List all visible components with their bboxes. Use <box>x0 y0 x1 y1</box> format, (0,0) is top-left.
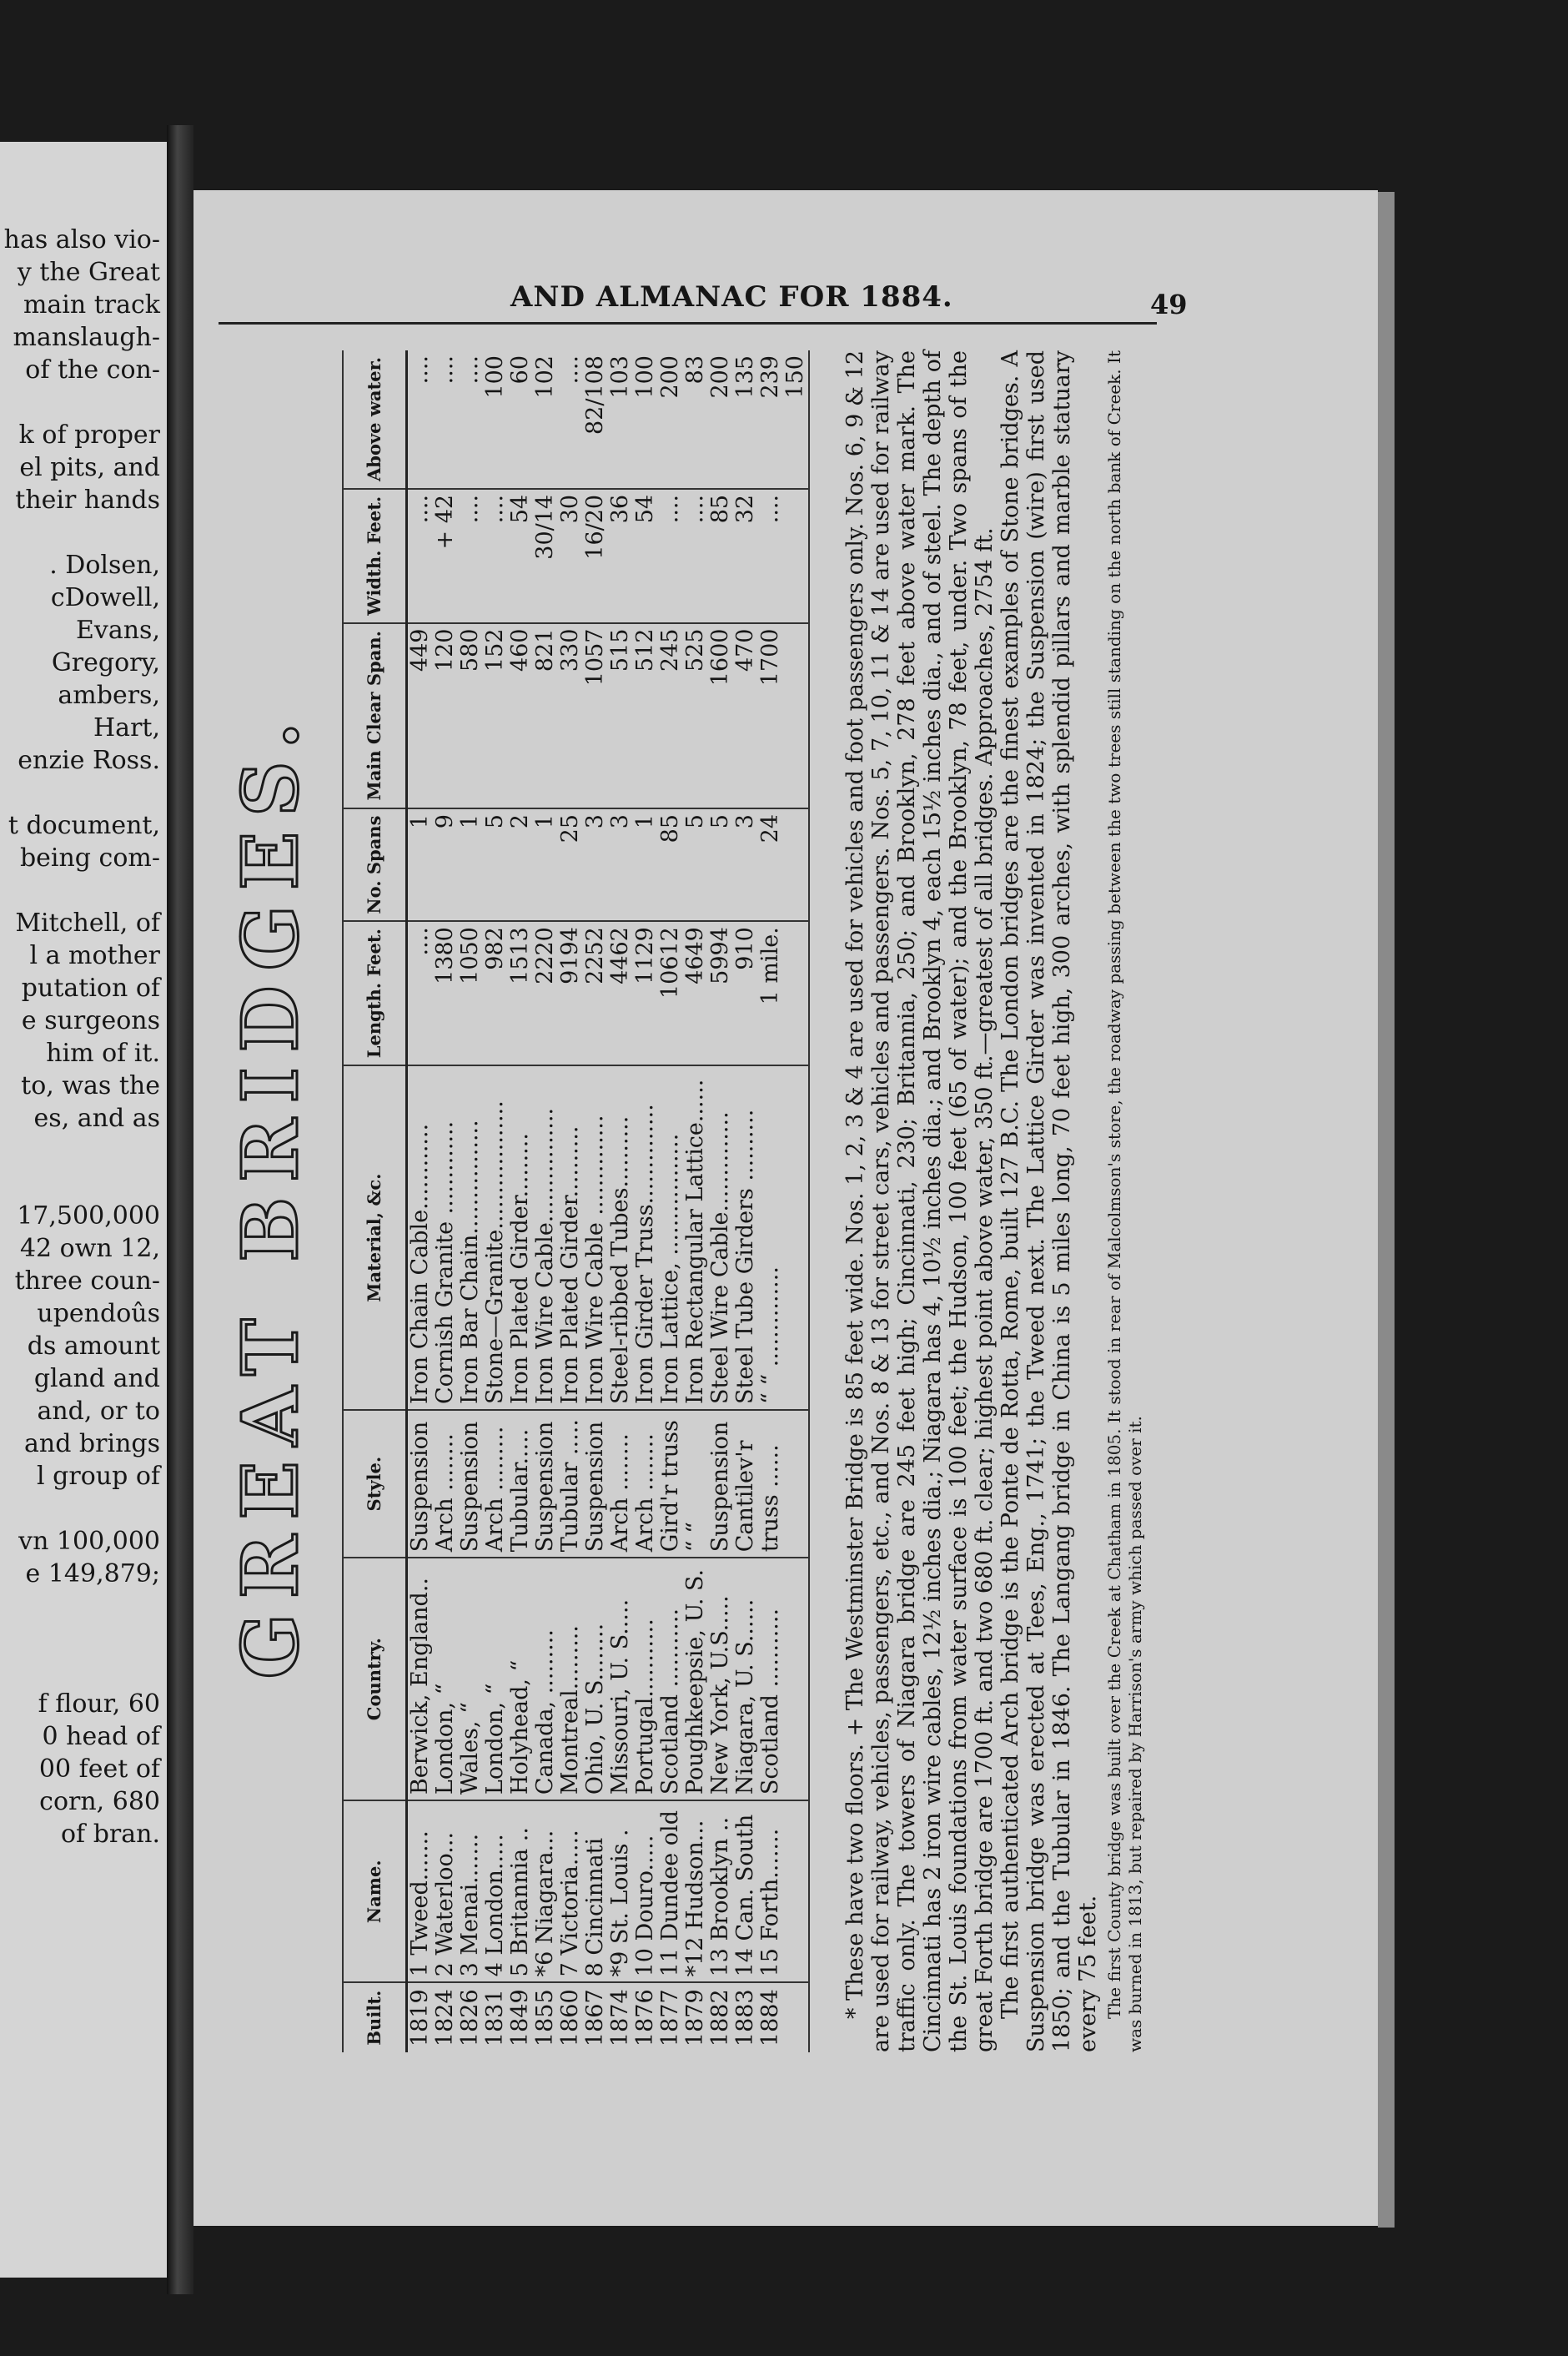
table-cell: 1876 <box>633 1982 658 2052</box>
left-page-line: Hart, <box>93 713 160 743</box>
table-cell: 1380 <box>433 921 458 1065</box>
table-cell: London, “ <box>433 1558 458 1800</box>
table-cell: 85 <box>658 808 683 921</box>
table-cell: Steel Wire Cable.............. <box>708 1065 733 1410</box>
table-cell: 1513 <box>508 921 533 1065</box>
column-header: Built. <box>343 1982 407 2052</box>
table-cell: 120 <box>433 623 458 809</box>
table-cell: Iron Chain Cable............ <box>407 1065 434 1410</box>
table-cell: 15 Forth....... <box>758 1800 783 1982</box>
left-page-line: f flour, 60 <box>38 1689 160 1719</box>
left-page-fragment <box>0 142 167 2278</box>
table-row <box>633 350 658 2052</box>
table-cell: Canada, ......... <box>533 1558 558 1800</box>
left-page-line: Mitchell, of <box>15 909 160 938</box>
table-cell: Portugal........... <box>633 1558 658 1800</box>
table-cell: 2252 <box>583 921 608 1065</box>
table-row <box>458 350 483 2052</box>
table-row <box>758 350 783 2052</box>
table-cell: 102 <box>532 355 558 399</box>
table-cell: Steel Tube Girders .......... <box>733 1065 758 1410</box>
table-cell: Holyhead, “ <box>508 1558 533 1800</box>
table-cell: 7 Victoria..... <box>558 1800 583 1982</box>
table-cell: 3 Menai....... <box>458 1800 483 1982</box>
table-cell: Poughkeepsie, U. S. <box>683 1558 708 1800</box>
table-cell: 1819 <box>407 1982 434 2052</box>
table-cell: .... <box>432 355 458 385</box>
left-page-line: Evans, <box>76 616 160 645</box>
rotated-article <box>209 317 1301 2069</box>
table-cell <box>783 1800 809 1982</box>
table-cell: 16/20 <box>583 489 608 623</box>
column-header: Length. Feet. <box>343 921 407 1065</box>
table-cell: 1700 <box>758 623 783 809</box>
left-page-line: their hands <box>15 486 160 515</box>
table-cell: 1849 <box>508 1982 533 2052</box>
table-cell: .... <box>658 489 683 623</box>
table-cell: .... <box>483 489 508 623</box>
left-page-line: k of proper <box>18 420 160 450</box>
left-page-line: . Dolsen, <box>49 551 160 580</box>
table-cell: 152 <box>483 623 508 809</box>
column-header: No. Spans <box>343 808 407 921</box>
table-cell: Arch ......... <box>483 1410 508 1558</box>
table-cell: 30/14 <box>533 489 558 623</box>
left-page-line: l group of <box>37 1462 160 1491</box>
table-cell: 1855 <box>533 1982 558 2052</box>
table-cell: .... <box>407 489 434 623</box>
table-cell: Suspension <box>533 1410 558 1558</box>
table-cell: 1600 <box>708 623 733 809</box>
table-cell: 3 <box>583 808 608 921</box>
table-cell: 910 <box>733 921 758 1065</box>
column-header: Country. <box>343 1558 407 1800</box>
table-cell: 150 <box>783 350 809 489</box>
table-cell: 9194 <box>558 921 583 1065</box>
left-page-line: e surgeons <box>21 1006 160 1035</box>
left-page-line: manslaugh- <box>13 323 160 352</box>
table-cell: 8 Cincinnati <box>583 1800 608 1982</box>
table-cell: 200 <box>657 355 683 399</box>
table-cell: .... <box>758 489 783 623</box>
table-row <box>658 350 683 2052</box>
table-cell: 54 <box>633 489 658 623</box>
page-number: 49 <box>1150 289 1188 320</box>
table-cell: 103 <box>607 355 633 399</box>
left-page-line: putation of <box>21 974 160 1003</box>
left-page-line: enzie Ross. <box>18 746 160 775</box>
table-cell: 821 <box>533 623 558 809</box>
table-cell: 10 Douro..... <box>633 1800 658 1982</box>
table-cell: *12 Hudson... <box>683 1800 708 1982</box>
note-paragraph: The first authenticated Arch bridge is the Ponte de Rotta, Rome, built 127 B.C. The London bridges are the finest examples of Stone bridges. A Suspension bridge was erected at Tees, Eng., 1741; the Tweed next. The Lattice Girder was invented in 1824; the Suspension (wire) first used 1850; and the Tubular in 1846. The Langang bridge in China is 5 miles long, 70 feet high, 300 arches, with splendid pillars and marble statuary every 75 feet. <box>998 350 1101 2052</box>
left-page-line: 0 head of <box>42 1722 160 1751</box>
table-cell: 14 Can. South <box>733 1800 758 1982</box>
table-cell: Steel-ribbed Tubes.......... <box>608 1065 633 1410</box>
table-row <box>508 350 533 2052</box>
table-cell: 24 <box>758 808 783 921</box>
table-cell: 36 <box>608 489 633 623</box>
table-header-row <box>343 350 407 2052</box>
table-cell: Wales, “ <box>458 1558 483 1800</box>
table-cell: 25 <box>558 808 583 921</box>
table-row <box>533 350 558 2052</box>
table-cell: 3 <box>733 808 758 921</box>
table-cell: 1 <box>407 808 434 921</box>
column-header: Name. <box>343 1800 407 1982</box>
table-cell: 54 <box>508 489 533 623</box>
table-cell: Suspension <box>458 1410 483 1558</box>
table-row <box>407 350 434 2052</box>
table-cell: Scotland ........... <box>758 1558 783 1800</box>
left-page-line: has also vio- <box>3 225 160 254</box>
table-cell: Iron Rectangular Lattice...... <box>683 1065 708 1410</box>
table-row <box>783 350 809 2052</box>
left-page-line: being com- <box>19 843 160 873</box>
table-cell: Iron Wire Cable .............. <box>583 1065 608 1410</box>
table-cell: Iron Lattice, ................. <box>658 1065 683 1410</box>
table-cell: truss ...... <box>758 1410 783 1558</box>
table-cell: 1824 <box>433 1982 458 2052</box>
table-cell: 2 <box>508 808 533 921</box>
table-cell <box>783 1410 809 1558</box>
table-cell: Tubular ..... <box>558 1410 583 1558</box>
table-cell: Scotland ........... <box>658 1558 683 1800</box>
table-cell: 330 <box>558 623 583 809</box>
table-cell: 982 <box>483 921 508 1065</box>
left-page-line: t document, <box>8 811 160 840</box>
table-cell: 1882 <box>708 1982 733 2052</box>
table-cell: 449 <box>407 623 434 809</box>
table-cell: 525 <box>683 623 708 809</box>
table-cell: Iron Plated Girder......... <box>508 1065 533 1410</box>
left-page-line: ds amount <box>27 1332 160 1361</box>
table-cell: Gird'r truss <box>658 1410 683 1558</box>
footnote: The first County bridge was built over the Creek at Chatham in 1805. It stood in rear of Malcolmson's store, the roadway passing between the two trees still standing on the north bank of Creek. It was burned in 1813, but repaired by Harrison's army which passed over it. <box>1104 350 1145 2052</box>
left-page-line: of bran. <box>61 1820 160 1849</box>
table-cell: 4 London..... <box>483 1800 508 1982</box>
left-page-line: e 149,879; <box>25 1559 160 1588</box>
table-cell: 30 <box>558 489 583 623</box>
table-cell: “ “ .............. <box>758 1065 783 1410</box>
table-cell: Berwick, England.. <box>407 1558 434 1800</box>
left-page-line: 42 own 12, <box>19 1234 160 1263</box>
table-cell: 470 <box>733 623 758 809</box>
table-cell: 245 <box>658 623 683 809</box>
table-cell: 85 <box>708 489 733 623</box>
table-cell: .... <box>683 489 708 623</box>
column-header: Material, &c. <box>343 1065 407 1410</box>
left-page-line: and brings <box>23 1429 160 1458</box>
table-cell: 3 <box>608 808 633 921</box>
book-spine <box>167 125 193 2294</box>
table-cell: 5994 <box>708 921 733 1065</box>
table-cell <box>783 921 809 1065</box>
table-cell: 1826 <box>458 1982 483 2052</box>
table-cell: 5 <box>708 808 733 921</box>
table-cell: Iron Bar Chain................ <box>458 1065 483 1410</box>
table-cell: 1050 <box>458 921 483 1065</box>
table-cell: Niagara, U. S...... <box>733 1558 758 1800</box>
table-cell: 1877 <box>658 1982 683 2052</box>
table-cell <box>783 808 809 921</box>
left-page-line: Gregory, <box>51 648 160 677</box>
left-page-line: gland and <box>33 1364 160 1393</box>
table-cell: + 42 <box>433 489 458 623</box>
table-cell: Arch ........ <box>433 1410 458 1558</box>
left-page-line: cDowell, <box>50 583 160 612</box>
left-page-line: y the Great <box>17 258 160 287</box>
table-cell: 1 Tweed....... <box>407 1800 434 1982</box>
table-cell: 1883 <box>733 1982 758 2052</box>
table-cell: 1867 <box>583 1982 608 2052</box>
left-page-line: ambers, <box>58 681 160 710</box>
table-row <box>683 350 708 2052</box>
left-page-line: three coun- <box>14 1266 160 1296</box>
notes <box>842 350 1146 2052</box>
table-cell: Arch ........ <box>633 1410 658 1558</box>
table-cell: 1879 <box>683 1982 708 2052</box>
page-edge <box>1378 192 1395 2228</box>
table-cell: 32 <box>733 489 758 623</box>
table-cell: .... <box>407 355 433 385</box>
table-cell: 11 Dundee old <box>658 1800 683 1982</box>
table-cell: Suspension <box>407 1410 434 1558</box>
table-cell: .... <box>457 355 483 385</box>
table-cell: New York, U.S..... <box>708 1558 733 1800</box>
table-cell: 4649 <box>683 921 708 1065</box>
article-title: GREAT BRIDGES. <box>225 707 315 1679</box>
table-row <box>433 350 458 2052</box>
column-header: Style. <box>343 1410 407 1558</box>
table-cell: 5 <box>483 808 508 921</box>
table-cell: Cantilev'r <box>733 1410 758 1558</box>
table-cell: 1874 <box>608 1982 633 2052</box>
table-cell <box>783 1558 809 1800</box>
table-cell: 1 <box>633 808 658 921</box>
table-cell: Iron Plated Girder.......... <box>558 1065 583 1410</box>
table-cell: 9 <box>433 808 458 921</box>
table-cell: 5 Britannia .. <box>508 1800 533 1982</box>
table-body <box>407 350 810 2052</box>
table-cell <box>783 623 809 809</box>
table-cell: 512 <box>633 623 658 809</box>
table-cell: 10612 <box>658 921 683 1065</box>
table-cell: 460 <box>508 623 533 809</box>
table-cell: 1 <box>458 808 483 921</box>
table-cell: Cornish Granite ............. <box>433 1065 458 1410</box>
table-cell: 515 <box>608 623 633 809</box>
table-cell: London, “ <box>483 1558 508 1800</box>
table-cell: 100 <box>482 355 508 399</box>
table-cell: 1057 <box>583 623 608 809</box>
table-cell: 1884 <box>758 1982 783 2052</box>
left-page-line: el pits, and <box>19 453 160 482</box>
table-cell: 83 <box>682 355 708 385</box>
table-cell <box>783 1982 809 2052</box>
table-cell: .... <box>557 355 583 385</box>
note-paragraph: * These have two floors. + The Westminster Bridge is 85 feet wide. Nos. 1, 2, 3 & 4 are used for vehicles and foot passengers only. Nos. 6, 9 & 12 are used for railway, vehicles, passengers, etc., and Nos. 8 & 13 for street cars, vehicles and passengers. Nos. 5, 7, 10, 11 & 14 are used for railway traffic only. The towers of Niagara bridge are 245 feet high; Cincinnati, 230; Britannia, 250; and Brooklyn, 278 feet above water mark. The Cincinnati has 2 iron wire cables, 12½ inches dia.; Niagara has 4, 10½ inches dia.; and Brooklyn 4, each 15½ inches dia., and of steel. The depth of the St. Louis foundations from water surface is 100 feet; the Hudson, 100 feet (65 of water); and the Brooklyn, 78 feet, under. Two spans of the great Forth bridge are 1700 ft. and two 680 ft. clear; highest point above water, 350 ft.—greatest of all bridges. Approaches, 2754 ft. <box>842 350 998 2052</box>
table-cell: Arch ........ <box>608 1410 633 1558</box>
table-cell: 1 <box>533 808 558 921</box>
table-cell: 239 <box>757 355 783 399</box>
table-row <box>583 350 608 2052</box>
table-cell: Suspension <box>708 1410 733 1558</box>
table-row <box>733 350 758 2052</box>
table-row <box>558 350 583 2052</box>
table-cell: Stone—Granite.................. <box>483 1065 508 1410</box>
table-cell: 4462 <box>608 921 633 1065</box>
table-cell: 1860 <box>558 1982 583 2052</box>
table-cell <box>783 1065 809 1410</box>
left-page-line: 00 feet of <box>38 1754 160 1784</box>
left-page-line: upendoûs <box>37 1299 160 1328</box>
table-cell: 1831 <box>483 1982 508 2052</box>
running-head <box>193 190 1357 320</box>
left-page-line: and, or to <box>37 1397 160 1426</box>
table-row <box>483 350 508 2052</box>
table-row <box>708 350 733 2052</box>
left-page-line: es, and as <box>33 1104 160 1133</box>
table-cell: 13 Brooklyn .. <box>708 1800 733 1982</box>
table-cell: “ “ <box>683 1410 708 1558</box>
table-cell <box>783 489 809 623</box>
table-cell: Montreal......... <box>558 1558 583 1800</box>
column-header: Above water. <box>343 350 407 489</box>
left-page-line: him of it. <box>46 1039 160 1068</box>
table-cell: 60 <box>507 355 533 385</box>
table-cell: .... <box>458 489 483 623</box>
table-cell: 1 mile. <box>758 921 783 1065</box>
table-cell: 135 <box>732 355 758 399</box>
table-cell: Ohio, U. S........ <box>583 1558 608 1800</box>
left-page-line: of the con- <box>25 355 160 385</box>
left-page-line: to, was the <box>21 1071 160 1100</box>
table-cell: *9 St. Louis . <box>608 1800 633 1982</box>
table-cell: 2220 <box>533 921 558 1065</box>
left-page-line: vn 100,000 <box>18 1527 160 1556</box>
table-cell: 200 <box>707 355 733 399</box>
running-head-title: AND ALMANAC FOR 1884. <box>510 280 953 314</box>
table-cell: 100 <box>632 355 658 399</box>
table-cell: Tubular..... <box>508 1410 533 1558</box>
table-cell: Iron Wire Cable................ <box>533 1065 558 1410</box>
table-cell: 5 <box>683 808 708 921</box>
left-page-line: l a mother <box>29 941 160 970</box>
table-cell: 1129 <box>633 921 658 1065</box>
table-cell: Iron Girder Truss.............. <box>633 1065 658 1410</box>
column-header: Main Clear Span. <box>343 623 407 809</box>
left-page-line: main track <box>23 290 160 320</box>
column-header: Width. Feet. <box>343 489 407 623</box>
table-cell: 580 <box>458 623 483 809</box>
table-row <box>608 350 633 2052</box>
table-cell: Missouri, U. S..... <box>608 1558 633 1800</box>
table-cell: 2 Waterloo... <box>433 1800 458 1982</box>
table-cell: Suspension <box>583 1410 608 1558</box>
table-cell: .... <box>407 921 434 1065</box>
table-cell: 82/108 <box>582 355 608 435</box>
left-page-line: corn, 680 <box>39 1787 160 1816</box>
table-cell: *6 Niagara... <box>533 1800 558 1982</box>
left-page-line: 17,500,000 <box>17 1201 160 1231</box>
bridges-table <box>342 350 810 2052</box>
